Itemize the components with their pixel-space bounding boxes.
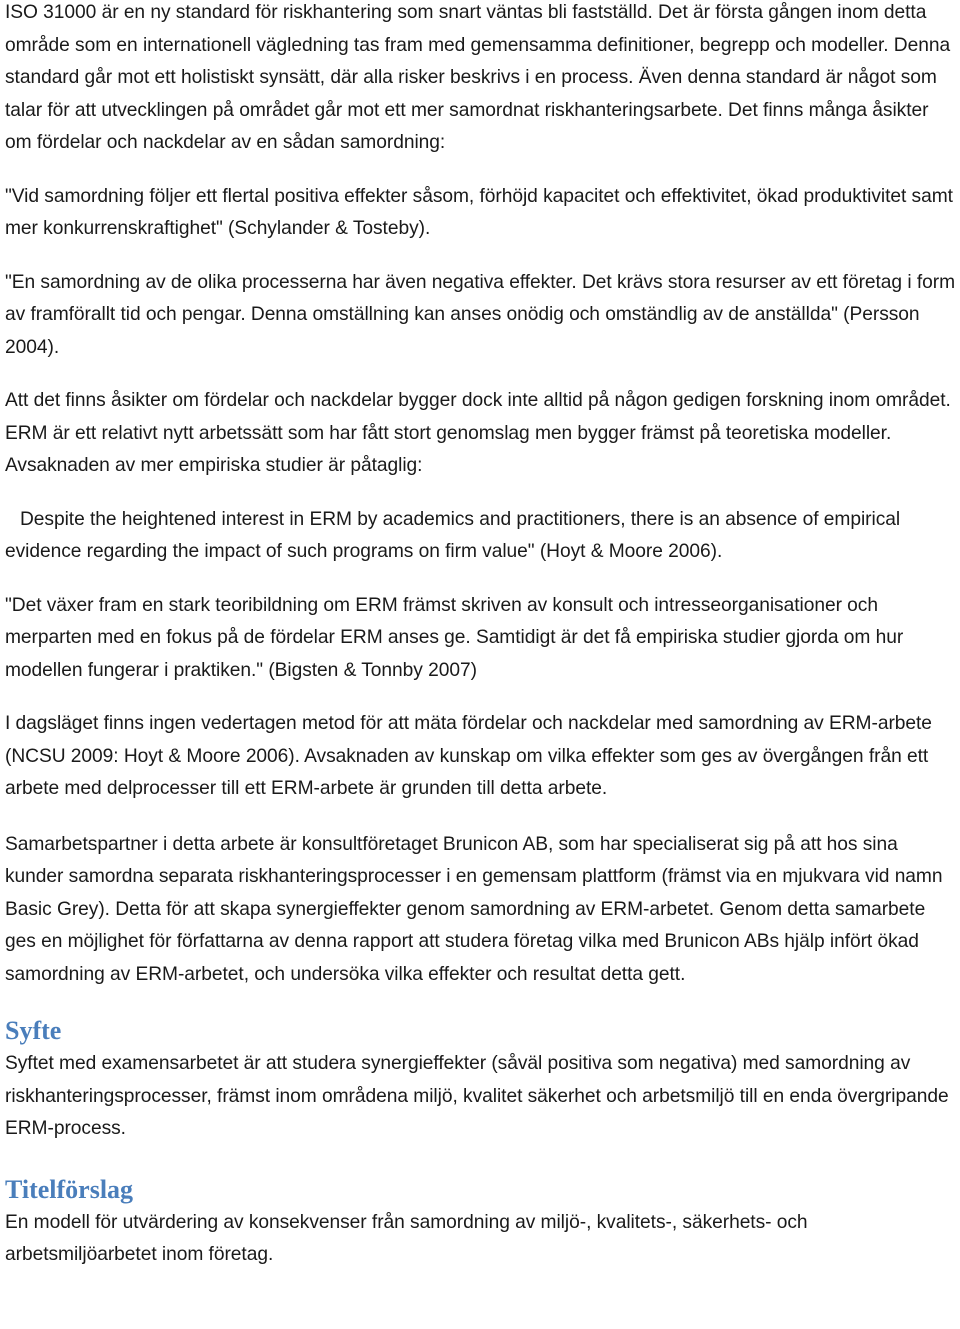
quote-schylander: "Vid samordning följer ett flertal positiva effekter såsom, förhöjd kapacitet och effektivitet, ökad produktivitet samt mer konkurrenskraftighet" (Schylander & Tosteby). [5, 185, 953, 239]
heading-titelforslag: Titelförslag [5, 1174, 134, 1204]
heading-syfte: Syfte [5, 1016, 62, 1045]
paragraph-current-state: I dagsläget finns ingen vedertagen metod för att mäta fördelar och nackdelar med samordning av ERM-arbete (NCSU 2009: Hoyt & Moore 2006). Avsaknaden av kunskap om vilka effekter som ges av övergången från ett arbete med delprocesser till ett ERM-arbete är grunden till detta arbete. [5, 713, 932, 799]
paragraph-intro: ISO 31000 är en ny standard för riskhantering som snart väntas bli fastställd. Det är första gången inom detta område som en internationell vägledning tas fram med gemensamma definitioner, begrepp och modeller. Denna standard går mot ett holistiskt synsätt, där alla risker beskrivs i en process. Även denna standard är något som talar för att utvecklingen på området går mot ett mer samordnat riskhanteringsarbete. Det finns många åsikter om fördelar och nackdelar av en sådan samordning: [5, 2, 951, 153]
paragraph-opinions: Att det finns åsikter om fördelar och nackdelar bygger dock inte alltid på någon gedigen forskning inom området. ERM är ett relativt nytt arbetssätt som har fått stort genomslag men bygger främst på teoretiska modeller. Avsaknaden av mer empiriska studier är påtaglig: [5, 390, 951, 476]
paragraph-syfte: Syftet med examensarbetet är att studera synergieffekter (såväl positiva som negativa) med samordning av riskhanteringsprocesser, främst inom områdena miljö, kvalitet säkerhet och arbetsmiljö till en enda övergripande ERM-process. [5, 1053, 949, 1139]
quote-bigsten: "Det växer fram en stark teoribildning om ERM främst skriven av konsult och intresseorganisationer och merparten med en fokus på de fördelar ERM anses ge. Samtidigt är det få empiriska studier gjorda om hur modellen fungerar i praktiken." (Bigsten & Tonnby 2007) [5, 594, 904, 681]
quote-persson: "En samordning av de olika processerna har även negativa effekter. Det krävs stora resurser av ett företag i form av framförallt tid och pengar. Denna omställning kan anses onödig och omständlig av de anställda" (Persson 2004). [5, 271, 955, 358]
paragraph-partner: Samarbetspartner i detta arbete är konsultföretaget Brunicon AB, som har specialiserat sig på att hos sina kunder samordna separata riskhanteringsprocesser i en gemensam plattform (främst via en mjukvara vid namn Basic Grey). Detta för att skapa synergieffekter genom samordning av ERM-arbetet. Genom detta samarbete ges en möjlighet för författarna av denna rapport att studera företag vilka med Brunicon ABs hjälp infört ökad samordning av ERM-arbetet, och undersöka vilka effekter och resultat detta gett. [5, 833, 943, 985]
paragraph-titelforslag: En modell för utvärdering av konsekvenser från samordning av miljö-, kvalitets-, säkerhets- och arbetsmiljöarbetet inom företag. [5, 1211, 808, 1265]
quote-hoyt: Despite the heightened interest in ERM by academics and practitioners, there is an absence of empirical evidence regarding the impact of such programs on firm value" (Hoyt & Moore 2006). [5, 508, 901, 562]
